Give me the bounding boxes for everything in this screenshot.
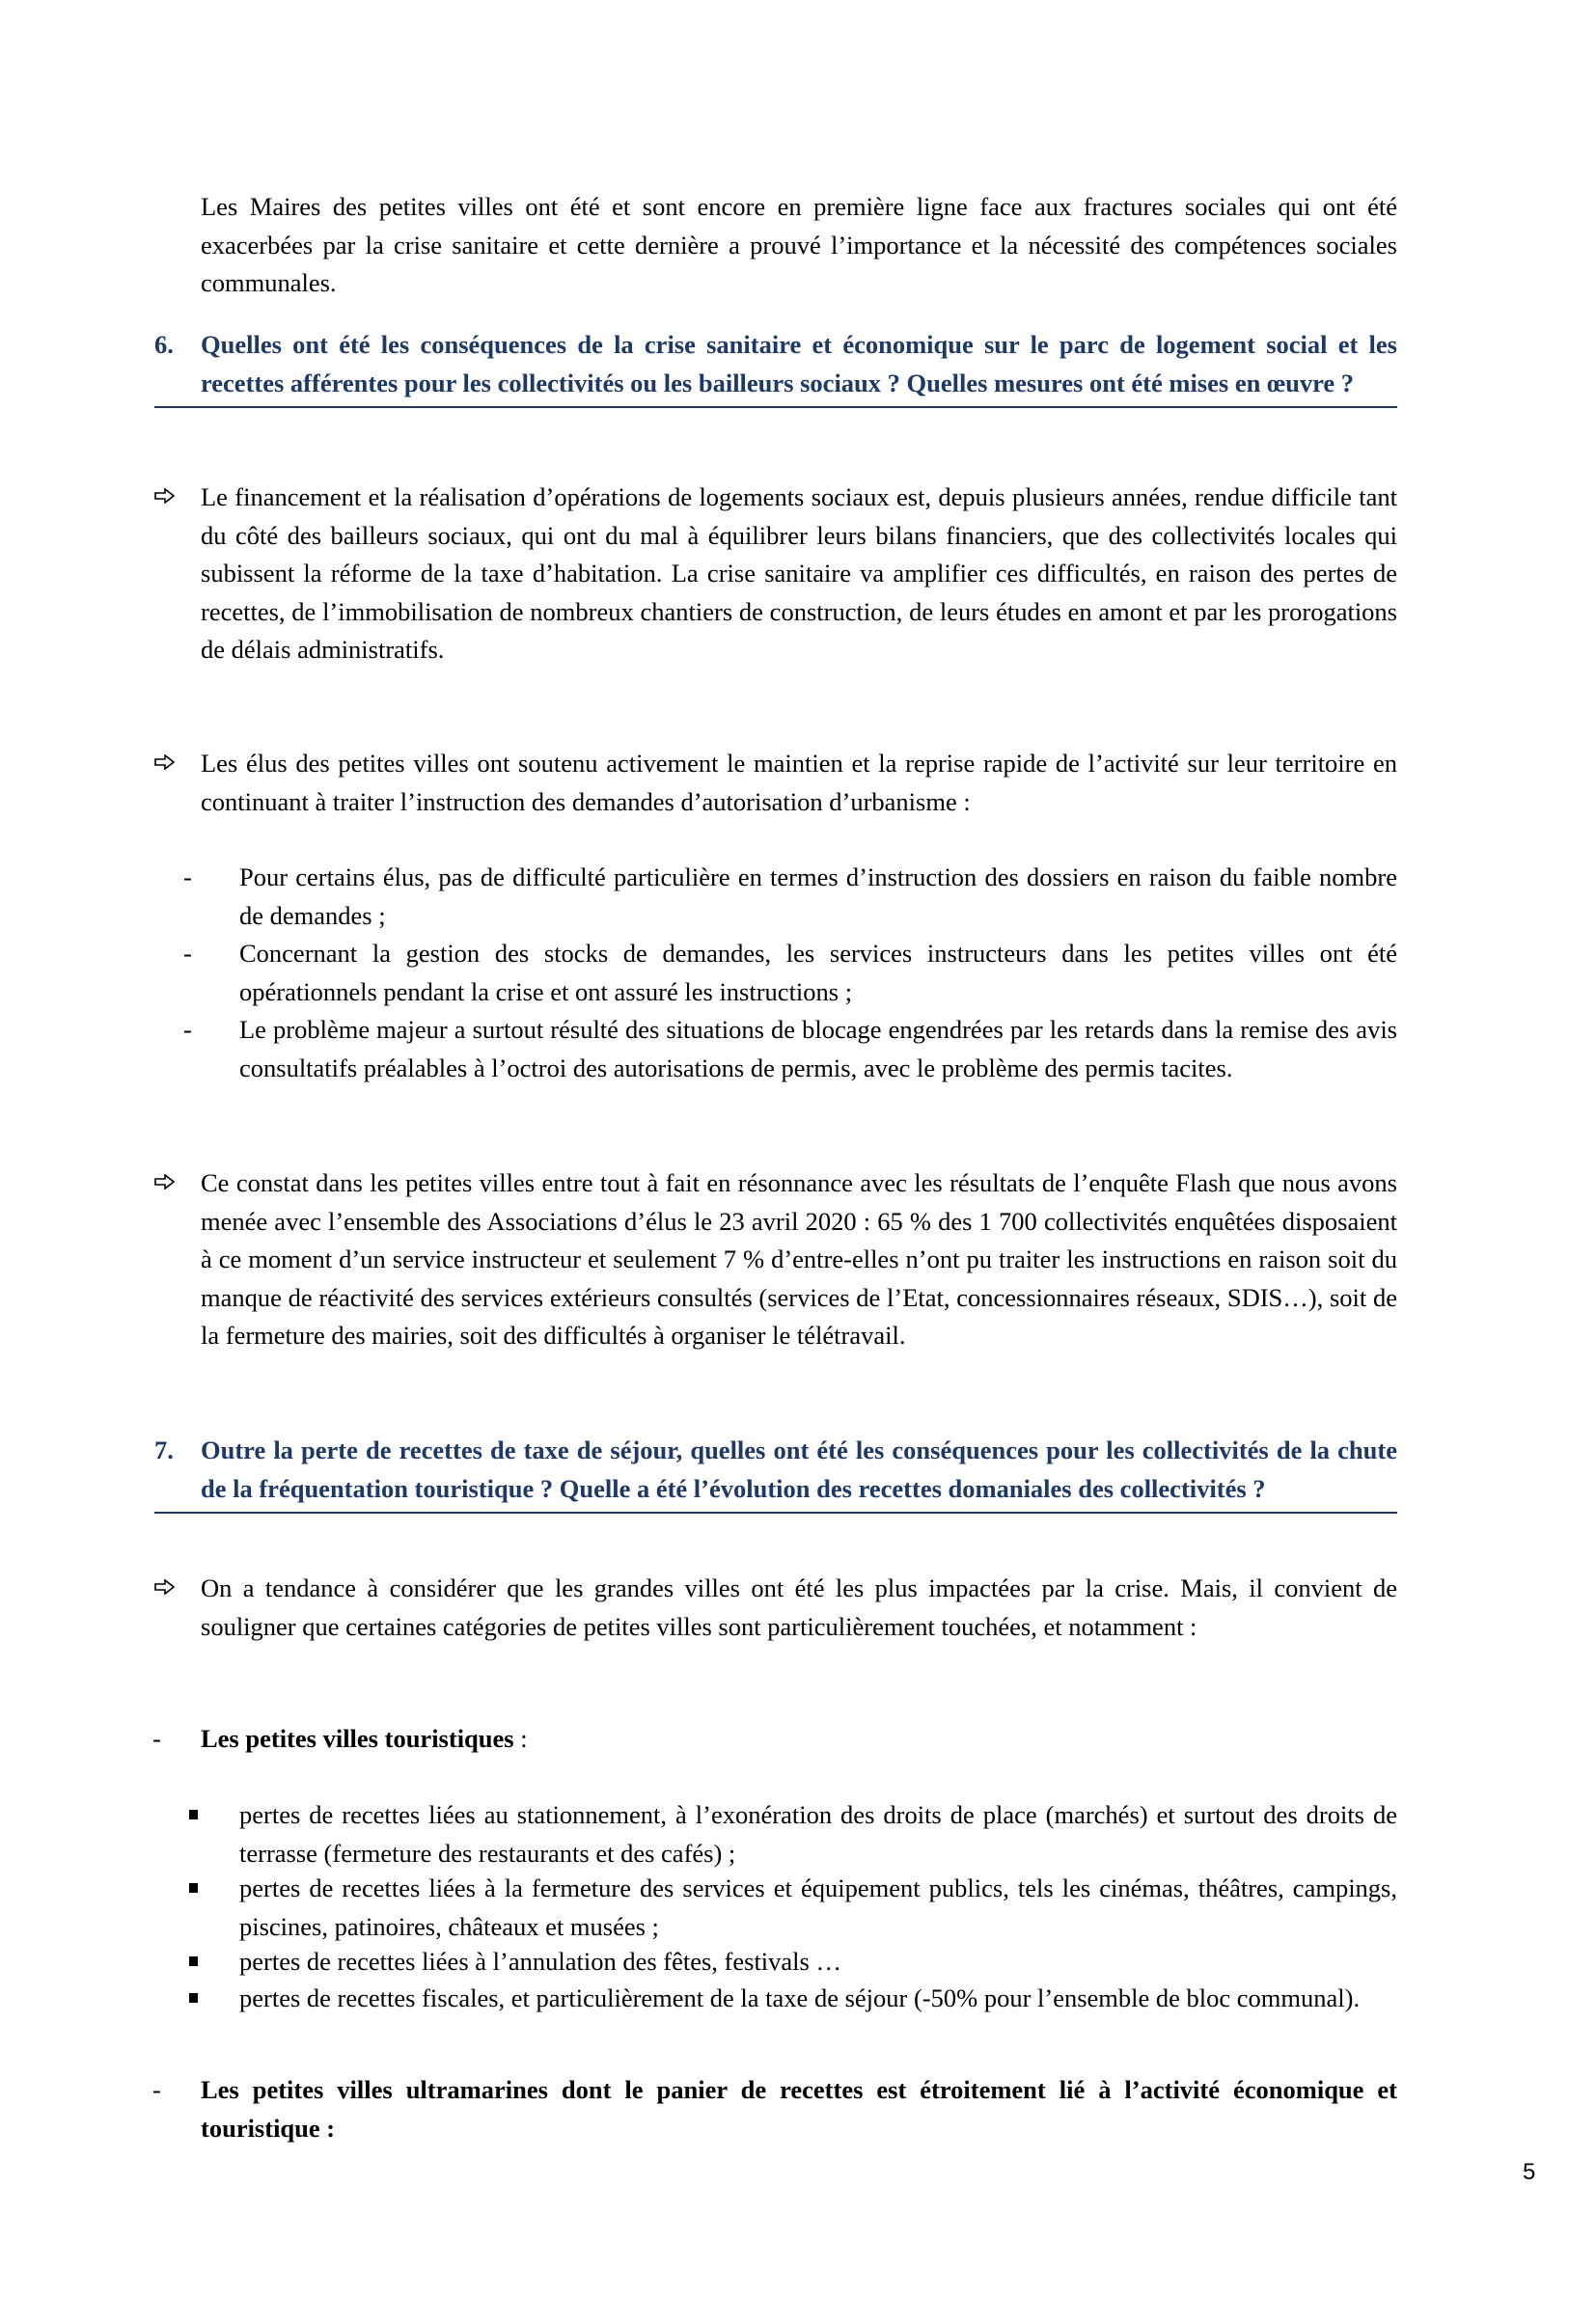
category-title: Les petites villes touristiques : [201, 1724, 528, 1753]
arrow-bullet-icon [154, 478, 183, 504]
dash-bullet-icon: - [152, 1724, 161, 1753]
square-bullet-icon [189, 1943, 201, 1955]
section-7-heading [154, 1432, 1397, 1514]
square-bullet-icon [189, 1980, 201, 1991]
category-title: Les petites villes ultramarines dont le panier de recettes est étroitement lié à l’activité économique et touristique : [201, 2075, 1397, 2143]
dash-bullet-icon: - [183, 1015, 192, 1044]
intro-paragraph: Les Maires des petites villes ont été et sont encore en première ligne face aux fractures sociales qui ont été exacerbées par la crise sanitaire et cette dernière a prouvé l’importance et la nécessité des compétences sociales communales. [201, 192, 1397, 298]
dash-bullet-icon: - [152, 2075, 161, 2104]
square-bullet-icon [189, 1870, 201, 1881]
dash-bullet-icon: - [183, 939, 192, 968]
section-7-point-1: On a tendance à considérer que les grandes villes ont été les plus impactées par la crise. Mais, il convient de souligner que certaines catégories de petites villes sont particulièrement touchées, et notamment : [201, 1573, 1397, 1641]
section-number: 7. [154, 1435, 174, 1464]
section-question: Quelles ont été les conséquences de la crise sanitaire et économique sur le parc de logement social et les recettes afférentes pour les collectivités ou les bailleurs sociaux ? Quelles mesures ont été mises en œuvre ? [201, 330, 1397, 397]
arrow-bullet-icon [154, 1570, 183, 1595]
dash-bullet-icon: - [183, 862, 192, 891]
category-item: pertes de recettes liées à la fermeture des services et équipement publics, tels les cinémas, théâtres, campings, piscines, patinoires, châteaux et musées ; [239, 1873, 1397, 1941]
section-6-point-1: Le financement et la réalisation d’opérations de logements sociaux est, depuis plusieurs années, rendue difficile tant du côté des bailleurs sociaux, qui ont du mal à équilibrer leurs bilans financiers, que des collectivités locales qui subissent la réforme de la taxe d’habitation. La crise sanitaire va amplifier ces difficultés, en raison des pertes de recettes, de l’immobilisation de nombreux chantiers de construction, de leurs études en amont et par les prorogations de délais administratifs. [201, 482, 1397, 665]
category-item: pertes de recettes liées au stationnement, à l’exonération des droits de place (marchés) et surtout des droits de terrasse (fermeture des restaurants et des cafés) ; [239, 1800, 1397, 1868]
arrow-bullet-icon [154, 745, 183, 770]
square-bullet-icon [189, 1796, 201, 1808]
sub-item: Le problème majeur a surtout résulté des situations de blocage engendrées par les retards dans la remise des avis consultatifs préalables à l’octroi des autorisations de permis, avec le problème des permis tacites. [239, 1015, 1397, 1082]
category-item: pertes de recettes fiscales, et particulièrement de la taxe de séjour (-50% pour l’ensemble de bloc communal). [239, 1983, 1361, 2012]
section-number: 6. [154, 330, 174, 359]
section-6-heading [154, 326, 1397, 408]
section-question: Outre la perte de recettes de taxe de séjour, quelles ont été les conséquences pour les collectivités de la chute de la fréquentation touristique ? Quelle a été l’évolution des recettes domaniales des collectivités ? [201, 1435, 1397, 1503]
page-number: 5 [1523, 2159, 1536, 2185]
section-6-point-2: Les élus des petites villes ont soutenu activement le maintien et la reprise rapide de l’activité sur leur territoire en continuant à traiter l’instruction des demandes d’autorisation d’urbanisme : [201, 749, 1397, 816]
arrow-bullet-icon [154, 1164, 183, 1189]
section-6-point-3: Ce constat dans les petites villes entre tout à fait en résonnance avec les résultats de l’enquête Flash que nous avons menée avec l’ensemble des Associations d’élus le 23 avril 2020 : 65 % des 1 700 collectivités enquêtées disposaient à ce moment d’un service instructeur et seulement 7 % d’entre-elles n’ont pu traiter les instructions en raison soit du manque de réactivité des services extérieurs consultés (services de l’Etat, concessionnaires réseaux, SDIS…), soit de la fermeture des mairies, soit des difficultés à organiser le télétravail. [201, 1168, 1397, 1351]
category-item: pertes de recettes liées à l’annulation des fêtes, festivals … [239, 1947, 841, 1976]
sub-item: Pour certains élus, pas de difficulté particulière en termes d’instruction des dossiers en raison du faible nombre de demandes ; [239, 862, 1397, 930]
sub-item: Concernant la gestion des stocks de demandes, les services instructeurs dans les petites villes ont été opérationnels pendant la crise et ont assuré les instructions ; [239, 939, 1397, 1006]
